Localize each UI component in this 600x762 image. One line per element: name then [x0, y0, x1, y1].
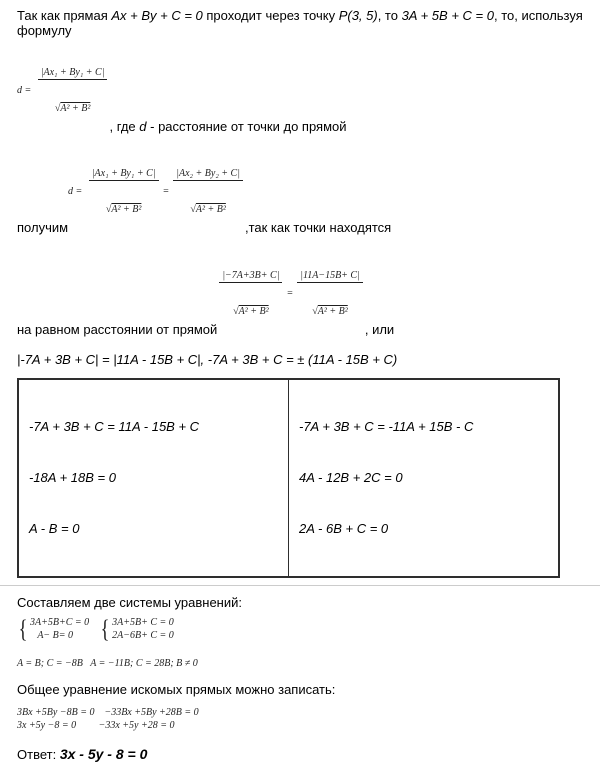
fraction-numerator: |Ax₁ + By₁ + C| — [38, 67, 108, 80]
general-equation-line-1: 3Bx +5By −8B = 0 −33Bx +5By +28B = 0 — [17, 707, 199, 718]
equal-distances-row — [0, 146, 600, 237]
fraction-denominator — [219, 305, 282, 317]
formula-lhs: d = — [68, 186, 85, 197]
caption-post: - расстояние от точки до прямой — [146, 119, 347, 134]
fraction-denominator — [297, 305, 363, 317]
general-equations — [0, 706, 600, 732]
sqrt-sign: √ — [233, 306, 239, 317]
table-cell-left — [18, 379, 289, 577]
fraction-denominator — [89, 203, 159, 215]
equals-sign: = — [162, 186, 170, 197]
lead-text: на равном расстоянии от прямой — [17, 322, 218, 337]
fraction-denominator — [38, 102, 108, 114]
general-equation-heading: Общее уравнение искомых прямых можно записать: — [17, 682, 336, 697]
formula-caption — [109, 119, 346, 134]
sqrt-sign: √ — [105, 204, 112, 215]
equation-system-1 — [17, 616, 89, 642]
radicand: A² + B² — [195, 204, 226, 215]
point-condition-inline: 3A + 5B + C = 0 — [401, 8, 494, 23]
equation-line: A - B = 0 — [29, 521, 80, 536]
system-equation: 3A+5B+ C = 0 — [112, 617, 174, 628]
intro-text-1: Так как прямая — [17, 8, 112, 23]
equation-line: -7A + 3B + C = 11A - 15B + C — [29, 419, 200, 434]
equal-distances-formula — [68, 146, 245, 237]
fraction-1 — [89, 146, 159, 237]
tail-text: , или — [364, 322, 395, 337]
system-equation: 2A−6B+ C = 0 — [112, 630, 174, 641]
equation-system-2 — [99, 616, 174, 642]
caption-d: d — [139, 119, 147, 134]
line-equation-inline: Ax + By + C = 0 — [111, 8, 203, 23]
solutions-line: A = B; C = −8B A = −11B; C = 28B; B ≠ 0 — [17, 658, 198, 669]
tail-text: ,так как точки находятся — [244, 220, 392, 235]
fraction-denominator — [173, 203, 243, 215]
system-brace: { — [18, 615, 28, 643]
system-equation: A− B= 0 — [30, 630, 74, 641]
system-equation: 3A+5B+C = 0 — [30, 617, 90, 628]
sqrt-sign: √ — [190, 204, 196, 215]
answer-line — [0, 746, 600, 762]
formula-lhs: d = — [17, 85, 34, 96]
table-cell-right — [289, 379, 560, 577]
equals-sign: = — [286, 288, 294, 299]
answer-value: 3x - 5y - 8 = 0 — [59, 746, 148, 762]
system-lines — [112, 616, 174, 642]
fraction-numerator: |Ax₂ + By₂ + C| — [173, 168, 243, 181]
equation-line: -7A + 3B + C = -11A + 15B - C — [299, 419, 474, 434]
answer-label: Ответ: — [17, 747, 60, 762]
fraction — [38, 45, 108, 136]
fraction-numerator: |−7A+3B+ C| — [219, 270, 282, 283]
radicand: A² + B² — [60, 103, 91, 114]
systems-heading: Составляем две системы уравнений: — [17, 595, 242, 610]
fraction-2 — [173, 146, 243, 237]
general-equation-line-2: 3x +5y −8 = 0 −33x +5y +28 = 0 — [17, 720, 175, 731]
system-brace: { — [100, 615, 110, 643]
equation-line: 4A - 12B + 2C = 0 — [299, 470, 403, 485]
line-distance-formula — [217, 248, 365, 339]
lead-text: получим — [17, 220, 69, 235]
equation-line: 2A - 6B + C = 0 — [299, 521, 389, 536]
cases-table — [17, 378, 560, 578]
radicand: A² + B² — [111, 204, 142, 215]
intro-paragraph — [0, 8, 600, 38]
intro-text-4: , то, используя формулу — [17, 8, 583, 38]
fraction-1 — [219, 248, 282, 339]
absolute-value-equation: |-7A + 3B + C| = |11A - 15B + C|, -7A + 3B + C = ± (11A - 15B + C) — [17, 352, 398, 367]
fraction-2 — [297, 248, 363, 339]
separator-rule — [0, 585, 600, 586]
system-lines — [30, 616, 89, 642]
point-p-inline: P(3, 5) — [338, 8, 378, 23]
radicand: A² + B² — [238, 306, 269, 317]
sqrt-sign: √ — [312, 306, 318, 317]
distance-formula — [17, 45, 109, 136]
line-distance-row — [0, 248, 600, 339]
intro-text-3: , то — [377, 8, 402, 23]
equation-line: -18A + 18B = 0 — [29, 470, 116, 485]
radicand: A² + B² — [317, 306, 348, 317]
solution-document — [0, 8, 600, 762]
intro-text-2: проходит через точку — [202, 8, 339, 23]
fraction-numerator: |Ax₁ + By₁ + C| — [89, 168, 159, 181]
table-row — [18, 379, 559, 577]
fraction-numerator: |11A−15B+ C| — [297, 270, 363, 283]
distance-formula-row — [0, 45, 600, 136]
caption-pre: , где — [109, 119, 140, 134]
equation-systems — [0, 616, 600, 642]
sqrt-sign: √ — [54, 103, 61, 114]
